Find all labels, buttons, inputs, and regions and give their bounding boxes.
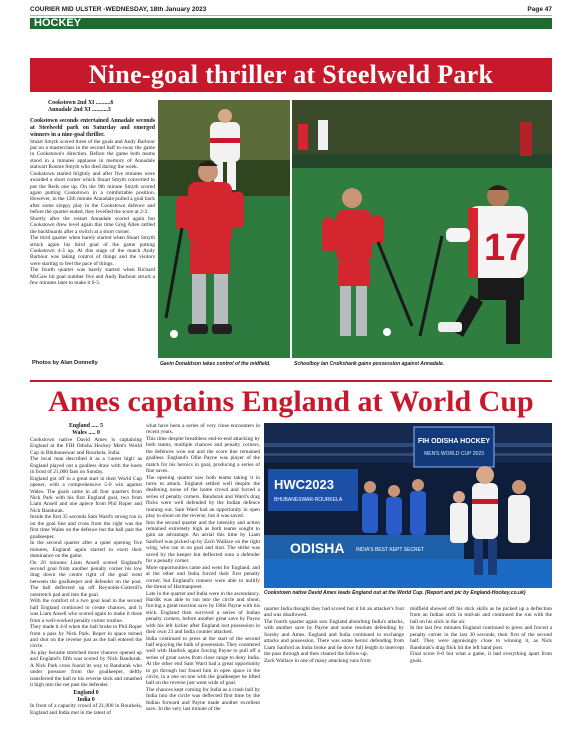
paragraph: In the last few minutes England continued to press and forced a penalty corner in the last 30 seconds, their first of the second half. They were agonisingly close to winning it, as Nick Bandurak's drag flick hit the left hand post. — [410, 625, 552, 651]
paragraph: Late in the quarter and India were in the ascendancy. Hardik was able to run into the circle and shoot, forcing a great reaction save by Ollie Payne with his stick. England then survived a series of Indian penalty corners, before another great save by Payne with his left kicker after England lost possession in their own 23 and India counter attacked. — [146, 590, 260, 635]
paragraph: Final score 0-0 but what a game, it had everything apart from goals. — [410, 651, 552, 664]
caption-world-cup: Cookstown native David Ames leads England out at the World Cup. (Report and pic by England-Hockey.co.uk) — [264, 590, 526, 596]
score-line: England ..... 5 — [69, 423, 103, 429]
side-board-text: HWC2023 — [274, 477, 334, 492]
story2-column-1 — [30, 423, 142, 716]
paragraph: The opening quarter saw both teams taking it in turns to attack. England settled well despite the deafening noise of the home crowd and forced a series of penalty corners. Bandurak and Ward's drag flicks were well defended by the Indian defence running out. Sam Ward had an opportunity in open play to shoot on the reverse, but it was saved. — [146, 474, 260, 520]
paragraph: The fourth quarter was barely started when Richard McGaw hit goal number five and Andy Barbour struck a few minutes later to make it 6-3. — [30, 267, 155, 287]
paragraph: midfield showed off his stick skills as he picked up a deflection from an Indian stick in mid-air and continued the run with the ball on his stick in the air. — [410, 606, 552, 625]
board-tagline-text: INDIA'S BEST KEPT SECRET — [356, 547, 425, 553]
paragraph: Into the second quarter and the intensity and action remained extremely high as both teams sought to gain an advantage. An aerial this time by Liam Sanford was picked up by Zach Wallace on the right wing, who ran in on goal and shot. The strike was saved by the keeper but deflected onto a defender for a penalty corner. — [146, 519, 260, 565]
photo-credit: Photos by Alan Donnelly — [32, 360, 98, 366]
paragraph: Shortly after the restart Annadale scored again but Cookstown drew level again this time Greg Allen rattled the backboards after a switch at a short corner. — [30, 215, 155, 235]
side-board-sub-text: BHUBANESWAR-ROURKELA — [274, 497, 343, 503]
paragraph: Inside the first 35 seconds Sam Ward's strong run in on the goal line and cross from the right was the first time Wales on the defence but the ball past the goalkeeper. — [30, 514, 142, 540]
paragraph: They made it 4-0 when the ball broke to Phil Roper from a pass by Nick Park. Roper in space turned and shot on the reverse just as the ball entered the circle. — [30, 624, 142, 650]
paragraph: Cookstown native David Ames is captaining England at the FIH Odisha Hockey Men's World Cup in Bhubaneswar and Rourkela, India. — [30, 437, 142, 456]
paragraph: On 20 minutes Liam Ansell scored England's second goal from another penalty corner his low drag down the centre right of the goal went between the goalkeeper and defender on the post. The ball deflected up off Reynolds-Cotterill's outstretch pad and into the goal. — [30, 559, 142, 598]
paragraph: In the second quarter after a quiet opening five minutes, England again started to exert their dominance on the game. — [30, 540, 142, 560]
divider-rule — [30, 380, 552, 382]
paragraph: This time despite breathless end-to-end attacking by both teams, multiple chances and penalty corners, the defences won out and the score line remained goalless. England's Ollie Payne was player of the match for his heroics in goal, producing a series of fine saves. — [146, 436, 260, 475]
score-line: Cookstown 2nd XI ..........6 — [48, 100, 114, 106]
caption-right: Schoolboy Ian Cruikshank gains possession against Annadale. — [294, 361, 445, 367]
section-label: HOCKEY — [34, 17, 82, 29]
paragraph: The fourth quarter again saw England absorbing India's attacks, with another save by Payne and some resolute defending by Sorsby and Ames. England and India continued to exchange attacks and possession. There was some heroic defending from Liam Sanford as India broke and he dove full length to intercept the pass through and then cleared the follow-up. — [264, 619, 404, 658]
masthead — [30, 4, 552, 16]
paragraph: More opportunities came and went for England, and at the other end India forced their first penalty corner, but England's runners were able to nullify the threat of Harmanpreet. — [146, 564, 260, 590]
story2-column-4 — [410, 606, 552, 664]
story2-column-3 — [264, 606, 404, 664]
banner-top-text: FIH ODISHA HOCKEY — [417, 438, 491, 445]
score-line: Annadale 2nd XI ...........3 — [48, 107, 111, 113]
paragraph: The chances kept coming for India as a crash ball by India into the circle was deflected first time by the Indian forward and Payne made another excellent save. In the very last minute of the — [146, 686, 260, 713]
board-brand-text: ODISHA — [290, 540, 345, 556]
standfirst: Cookstown seconds entertained Annadale seconds at Steelweld park on Saturday and emerged winners in a nine-goal thriller. — [30, 118, 155, 138]
paragraph: England got off to a great start in their World Cup opener, with a comprehensive 5-0 win against Wales. The goals came in all four quarters from Nick Park with his first England goal, two from Liam Ansell and one apiece from Phil Roper and Nick Bandurak. — [30, 475, 142, 514]
section-bar — [30, 18, 552, 29]
paragraph: The local man described it as a 'career high' as England played out a goalless draw with the hosts in front of 21,000 fans on Sunday. — [30, 456, 142, 476]
photo-world-cup-graphic — [264, 423, 552, 588]
photo-midfield — [158, 100, 290, 358]
photo-possession — [292, 100, 552, 358]
story1-headline: Nine-goal thriller at Steelweld Park — [88, 60, 494, 89]
caption-left: Gavin Donaldson takes control of the midfield. — [160, 361, 271, 367]
paragraph: quarter India thought they had scored but it hit an attacker's foot and was disallowed. — [264, 606, 404, 619]
story1-text-column — [30, 100, 155, 287]
paragraph: India continued to press at the start of the second half enjoying the bulk of possession. They countered well with Hardick again forcing Payne to pull off a series of great saves from close range to deny India. At the other end Sam Ward had a great opportunity to go through but found him in open space in the circle, in a one on one with the goalkeeper he lifted ball on the reverse just went wide of goal. — [146, 635, 260, 687]
photo-midfield-graphic — [158, 100, 290, 358]
story2-column-2 — [146, 423, 260, 713]
paragraph: Zack Wallace in one of many attacking runs from — [264, 657, 371, 664]
paragraph: The third quarter when barely started when Stuart Smyth struck again his third goal of the game putting Cookstown 4-3 up. At this stage of the match Andy Barbour was taking control of things and the visitors were starting to feel the pace of things. — [30, 235, 155, 267]
subhead-score: England 0 — [73, 690, 99, 697]
paragraph: Stuart Smyth scored three of the goals and Andy Barbour put on a masterclass in the second half to sway the game in Cookstown's direction. Before the game both teams stood in a minutes applause in memory of Annadale stalwart Ronnie Smyth who died during the week. — [30, 138, 155, 171]
banner-sub-text: MEN'S WORLD CUP 2023 — [424, 451, 484, 457]
paragraph: With the comfort of a two goal lead in the second half England continued to create chances, and it was Liam Ansell who scored again to make it three from a well-worked penalty corner routine. — [30, 598, 142, 624]
paragraph: what have been a series of very close encounters in recent years. — [146, 423, 260, 436]
subhead-score: India 0 — [77, 696, 95, 703]
score-line: Wales ..... 0 — [72, 430, 100, 436]
paragraph: In front of a capacity crowd of 21,000 in Rourkela, England and India met in the latest of — [30, 703, 142, 716]
paragraph: As play became stretched more chances opened up and England's fifth was scored by Nick Bandurak. A Nick Park cross found its way to Bandurak who under pressure from the goalkeeper, deftly transferred the ball to his reverse stick and smashed it high into the net past the defender. — [30, 649, 142, 688]
photo-world-cup — [264, 423, 552, 588]
masthead-date: COURIER MID ULSTER -WEDNESDAY, 18th January 2023 — [30, 6, 207, 13]
svg-text:17: 17 — [484, 227, 527, 269]
paragraph: Cookstown started brightly and after five minutes were awarded a short corner which Stuart Smyth converted to put the Reds one up. On the 9th minute Smyth scored again putting Cookstown in a comfortable position. However, in the 12th minute Annadale pulled a goal back after some sloppy play in the Cookstown defence and before the quarter ended, they levelled the score at 2-2. — [30, 170, 155, 216]
page-number: Page 47 — [527, 6, 552, 13]
photo-possession-graphic — [292, 100, 552, 358]
story2-headline: Ames captains England at World Cup — [48, 385, 534, 418]
